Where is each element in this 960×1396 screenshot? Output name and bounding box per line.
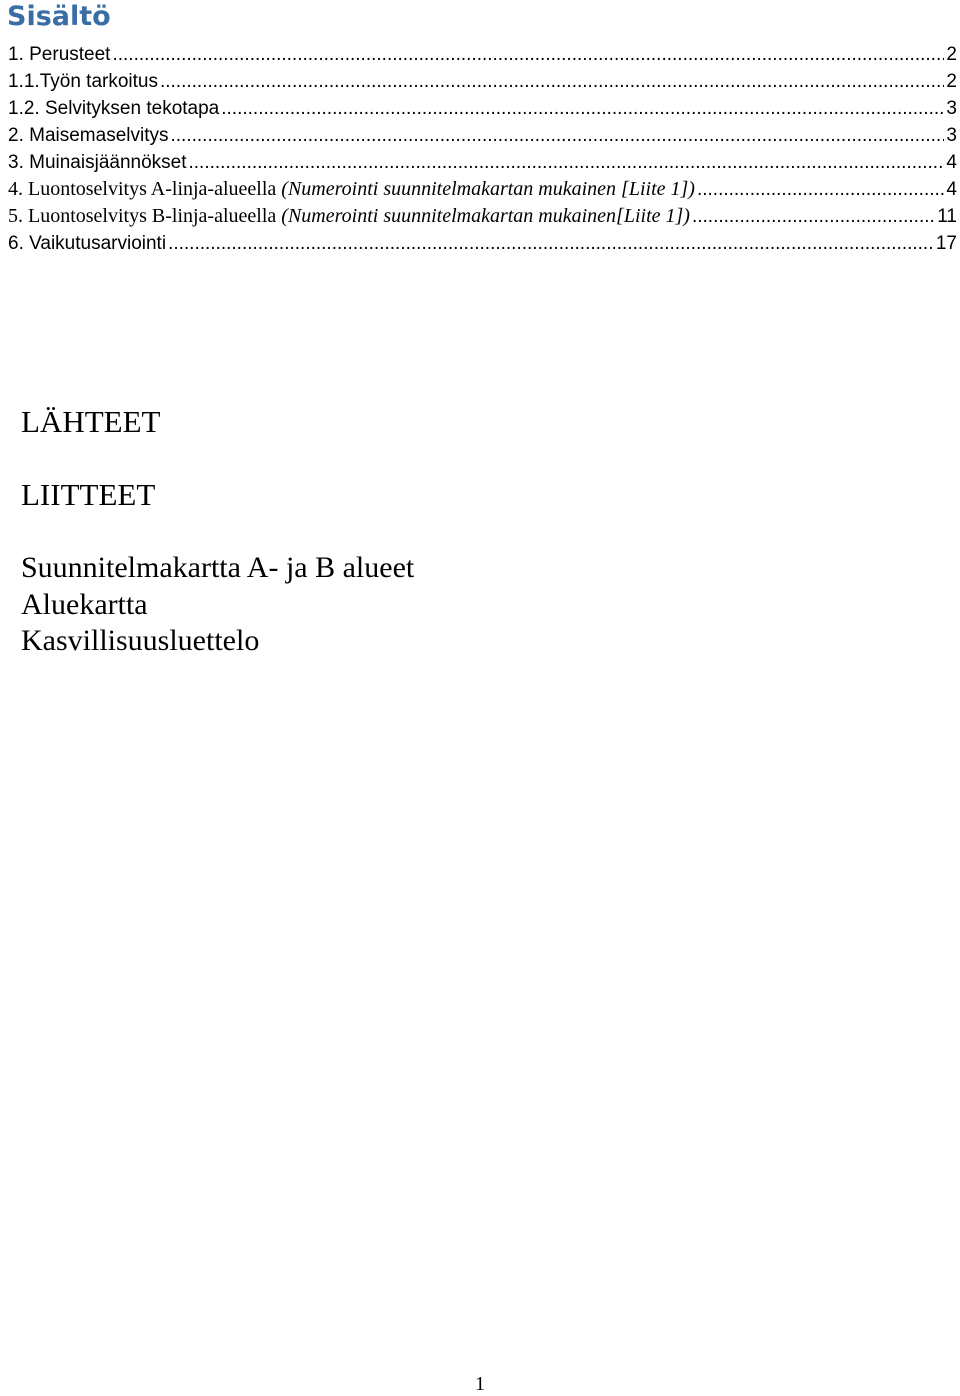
toc-dot-leader xyxy=(171,122,945,149)
toc-entry-label: 4. Luontoselvitys A-linja-alueella (Numerointi suunnitelmakartan mukainen [Liite 1]) xyxy=(8,178,695,200)
toc-page-number: 3 xyxy=(946,98,957,119)
toc-page-number: 17 xyxy=(935,233,957,254)
toc-page-number: 3 xyxy=(946,125,957,146)
sources-heading: LÄHTEET xyxy=(21,404,161,439)
toc-entry-label: 6. Vaikutusarviointi xyxy=(8,233,167,254)
toc-entry-label: 3. Muinaisjäännökset xyxy=(8,152,187,173)
toc-entry[interactable] xyxy=(8,176,957,203)
toc-entry-note: (Numerointi suunnitelmakartan mukainen [Liite 1]) xyxy=(281,178,695,200)
toc-entry[interactable] xyxy=(8,68,957,95)
attachment-item: Kasvillisuusluettelo xyxy=(21,624,260,657)
page-number: 1 xyxy=(475,1373,485,1395)
toc-entry-label: 2. Maisemaselvitys xyxy=(8,125,169,146)
toc-entry-label: 1.1.Työn tarkoitus xyxy=(8,71,158,92)
toc-dot-leader xyxy=(112,41,944,68)
toc-entry[interactable] xyxy=(8,149,957,176)
toc-entry[interactable] xyxy=(8,230,957,257)
toc-dot-leader xyxy=(697,176,944,203)
table-of-contents xyxy=(8,41,957,257)
toc-dot-leader xyxy=(692,203,935,230)
toc-page-number: 2 xyxy=(946,44,957,65)
attachment-item: Suunnitelmakartta A- ja B alueet xyxy=(21,551,415,584)
toc-page-number: 2 xyxy=(946,71,957,92)
toc-page-number: 4 xyxy=(946,179,957,200)
toc-entry[interactable] xyxy=(8,122,957,149)
toc-page-number: 11 xyxy=(937,206,957,227)
toc-dot-leader xyxy=(221,95,944,122)
toc-entry[interactable] xyxy=(8,41,957,68)
toc-entry-label: 1. Perusteet xyxy=(8,44,111,65)
toc-entry-note: (Numerointi suunnitelmakartan mukainen[Liite 1]) xyxy=(281,205,690,227)
toc-dot-leader xyxy=(160,68,944,95)
attachments-list xyxy=(21,550,414,660)
toc-entry[interactable] xyxy=(8,95,957,122)
attachment-item: Aluekartta xyxy=(21,587,148,621)
toc-dot-leader xyxy=(168,230,934,257)
toc-entry-label: 1.2. Selvityksen tekotapa xyxy=(8,98,220,119)
attachments-heading: LIITTEET xyxy=(21,477,156,512)
toc-entry[interactable] xyxy=(8,203,957,230)
toc-entry-label: 5. Luontoselvitys B-linja-alueella (Numerointi suunnitelmakartan mukainen[Liite 1]) xyxy=(8,205,690,227)
toc-page-number: 4 xyxy=(946,152,957,173)
toc-dot-leader xyxy=(189,149,945,176)
toc-title: Sisältö xyxy=(7,1,111,32)
